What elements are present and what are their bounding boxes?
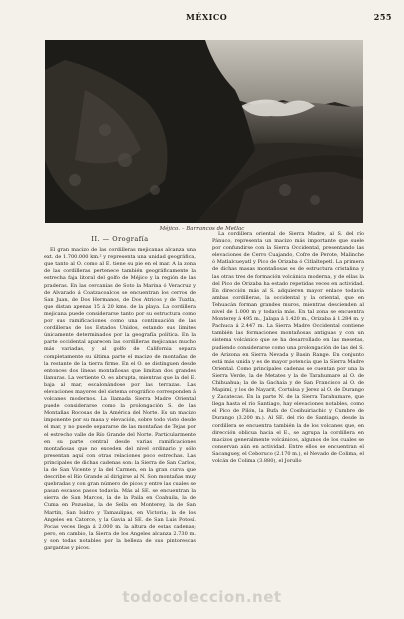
page-number: 255 (373, 12, 392, 22)
right-column-text: La cordillera oriental de Sierra Madre, al S. del río Pánuco, representa un macizo más importante que suele por confundirse con la Sierra Occidental, presentando las elevaciones de Cerro Cuajando, Cofre de Perote, Malinche ó Matlalcueyatl y Pico de Orizaba ó Citlaltepetl. La primera de dichas masas montañosas es de estructura cristalina y las otras tres de formación volcánica moderna, y de ellas la del Pico de Orizaba ha estado repetidas veces en actividad. En dirección más al S. adquieren mayor enlace todavía ambas cordilleras, la occidental y la oriental, que en Tehuacán forman grandes muros, mientras descienden al nivel de 1.000 m y todavía más. En tal zona se encuentra Monterey á 495 m., Jalapa á 1.420 m., Orizaba á 1.284 m. y Pachuca á 2.447 m. La Sierra Madre Occidental contiene también las formaciones montañosas antiguas y con un sistema volcánico que se ha desarrollado en las mesetas, pudiendo considerarse como una prolongación de las del S. de Arizona en Sierra Nevada y Basin Range. En conjunto está más unida y es de mayor potencia que la Sierra Madre Oriental. Como principales cadenas se cuentan por una la Sierra Verde, la de Metates y la de Tarahumare al O. de Chihuahua; la de la Gachaía y de San Francisco al O. de Mapimí, y los de Nayarit, Cortulsa y Jerez al O. de Durango y Zacatecas. En la parte N. de la Sierra Tarahumare, que llega hasta el río Santiago, hay elevaciones notables, como el Pico de Pilón, la Bufa de Cosihuiriachic y Cumbre de Durango (3.200 m.). Al SE. del río de Santiago, desde la cordillera se encuentra también la de los volcanes que, en dirección oblicua hacia el E., se agrupa la cordillera en macizos generalmente volcánicos, algunos de los cuales se conservan aún en actividad. Entre ellos se encuentran el Sacanguey, el Ceboruco (2.170 m.), el Nevado de Colima, el volcán de Colima (3.880), el Jorullo (212, 231, 364, 464)
text-column-right (212, 231, 364, 465)
figure-caption: Méjico. – Barrancos de Metlac (159, 226, 245, 232)
landscape-photo (45, 40, 363, 223)
text-column-left (44, 236, 196, 552)
section-heading: II. — Orografía (91, 235, 149, 243)
watermark: todocoleccion.net (122, 588, 282, 606)
left-column-text: El gran macizo de las cordilleras mejicanas alcanza una ext. de 1.700.000 km.² y representa una unidad geográfica, que tanto al O. como al E. tiene su pie en el mar. A la zona de las cordilleras pertenece también geográficamente la estrecha faja litoral del golfo de Méjico y la región de las praderas. En las cercanías de Soto la Marina ó Veracruz y de Alvarado á Coatzacoalcos se encuentran los cerros de San Juan, de Dos Hermanos, de Dos Atricos y de Tuxtla, que distan apenas 15 á 20 kms. de la playa. La cordillera mejicana puede considerarse tanto por su estructura como por sus ramificaciones como una continuación de las cordilleras de los Estados Unidos, estando sus límites únicamente determinados por la geografía política. En la parte occidental aparecen las cordilleras mejicanas mucho más variadas, y al golfo de California separa completamente su última parte el macizo de montañas de la restante de la tierra firme. En el O. se distinguen desde entonces dos líneas montañosas que limitan dos grandes llanuras. La vertiente O. es abrupta, mientras que la del E. baja al mar, escalonándose por las terrazas. Las elevaciones mayores del sistema orográfico corresponden á volcanes modernos. La llamada Sierra Madre Oriental puede considerarse como la prolongación S. de las Montañas Rocosas de la América del Norte. Es un macizo imponente por su masa y elevación, sobre todo visto desde el mar, y no puede separarse de las montañas de Tejas por el estrecho valle de Río Grande del Norte. Particularmente en su parte central desde varias ramificaciones montañosas que no exceden del nivel ordinario y sólo presentan aquí con otras relaciones poco estrechas. Las principales de dichas cadenas son: la Sierra de San Carlos, la de San Vicente y la del Carmen, en la gran curva que describe el Río Grande al dirigirse al N. Son montañas muy quebradas y con gran número de picos y entre las cuales se pasan escasos pasos todavía. Más al SE. se encuentran la sierra de San Marcos, la de la Paila en Coahuila, la de Cuma en Pozuelas, la de Sella en Monterey, la de San Martín, San Isidro y Tamaulipas, en Victoria; la de los Angeles en Catorce, y la Gavia al SE. de San Luis Potosí. Pocas veces llega á 2.000 m. la altura de estas cadenas; pero, en cambio, la Sierra de los Angeles alcanza 2.730 m. y son todas notables por la belleza de sus pintorescas gargantas y picos. (44, 247, 196, 552)
ravine-illustration (45, 40, 363, 223)
running-head-title: MÉXICO (186, 12, 228, 22)
running-head (0, 12, 404, 26)
